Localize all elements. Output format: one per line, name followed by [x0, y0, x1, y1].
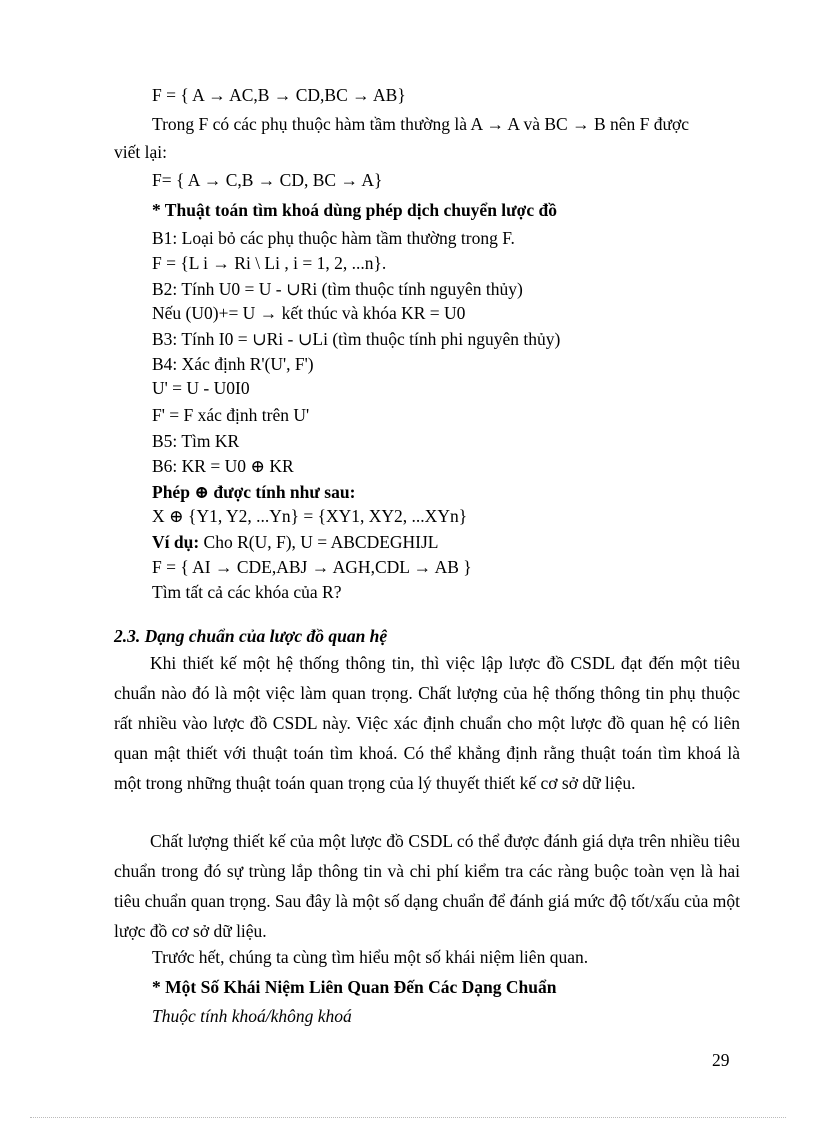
u-prime-formula: U' = U - U0I0 — [152, 378, 250, 398]
example-question: Tìm tất cả các khóa của R? — [152, 582, 342, 602]
page-number: 29 — [712, 1050, 730, 1070]
rewritten-label: viết lại: — [114, 142, 167, 162]
step-b2-condition: Nếu (U0)+= U → kết thúc và khóa KR = U0 — [152, 303, 466, 323]
paragraph-1-text: Khi thiết kế một hệ thống thông tin, thì việc lập lược đồ CSDL đạt đến một tiêu chuẩn nào đó là một việc làm quan trọng. Chất lượng của hệ thống thông tin phụ thuộc rất nhiều vào lược đồ CSDL này. Việc xác định chuẩn cho một lược đồ quan hệ có liên quan mật thiết với thuật toán tìm khoá. Có thể khẳng định rằng thuật toán tìm khoá là một trong những thuật toán quan trọng của lý thuyết thiết kế cơ sở dữ liệu. — [114, 653, 740, 793]
paragraph-1 — [114, 648, 740, 798]
paragraph-3: Trước hết, chúng ta cùng tìm hiểu một số khái niệm liên quan. — [152, 947, 589, 967]
step-b2: B2: Tính U0 = U - ∪Ri (tìm thuộc tính nguyên thủy) — [152, 279, 523, 299]
example-dependencies: F = { AI → CDE,ABJ → AGH,CDL → AB } — [152, 557, 472, 577]
step-b1: B1: Loại bỏ các phụ thuộc hàm tầm thường trong F. — [152, 228, 515, 248]
section-title: 2.3. Dạng chuẩn của lược đồ quan hệ — [114, 626, 388, 646]
example-line — [152, 531, 439, 553]
trivial-dependency-note: Trong F có các phụ thuộc hàm tầm thường là A → A và BC → B nên F được — [152, 114, 690, 134]
footer-divider — [30, 1117, 786, 1118]
formula-f-reduced: F= { A → C,B → CD, BC → A} — [152, 170, 383, 190]
example-text: Cho R(U, F), U = ABCDEGHIJL — [199, 532, 439, 552]
concepts-subheading: Thuộc tính khoá/không khoá — [152, 1006, 352, 1026]
step-b4: B4: Xác định R'(U', F') — [152, 354, 314, 374]
concepts-heading: * Một Số Khái Niệm Liên Quan Đến Các Dạng Chuẩn — [152, 977, 557, 997]
operator-heading: Phép ⊕ được tính như sau: — [152, 482, 356, 502]
step-b1-formula: F = {L i → Ri \ Li , i = 1, 2, ...n}. — [152, 253, 387, 273]
paragraph-2 — [114, 826, 740, 946]
step-b5: B5: Tìm KR — [152, 431, 240, 451]
paragraph-2-text: Chất lượng thiết kế của một lược đồ CSDL có thể được đánh giá dựa trên nhiều tiêu chuẩn trong đó sự trùng lắp thông tin và chi phí kiểm tra các ràng buộc toàn vẹn là hai tiêu chuẩn quan trọng. Sau đây là một số dạng chuẩn để đánh giá mức độ tốt/xấu của một lược đồ cơ sở dữ liệu. — [114, 831, 740, 941]
example-label: Ví dụ: — [152, 532, 200, 552]
algorithm-heading: * Thuật toán tìm khoá dùng phép dịch chuyển lược đồ — [152, 200, 557, 220]
formula-f-initial: F = { A → AC,B → CD,BC → AB} — [152, 85, 406, 105]
operator-formula: X ⊕ {Y1, Y2, ...Yn} = {XY1, XY2, ...XYn} — [152, 506, 468, 526]
step-b6: B6: KR = U0 ⊕ KR — [152, 456, 294, 476]
f-prime-formula: F' = F xác định trên U' — [152, 405, 310, 425]
step-b3: B3: Tính I0 = ∪Ri - ∪Li (tìm thuộc tính phi nguyên thủy) — [152, 329, 561, 349]
